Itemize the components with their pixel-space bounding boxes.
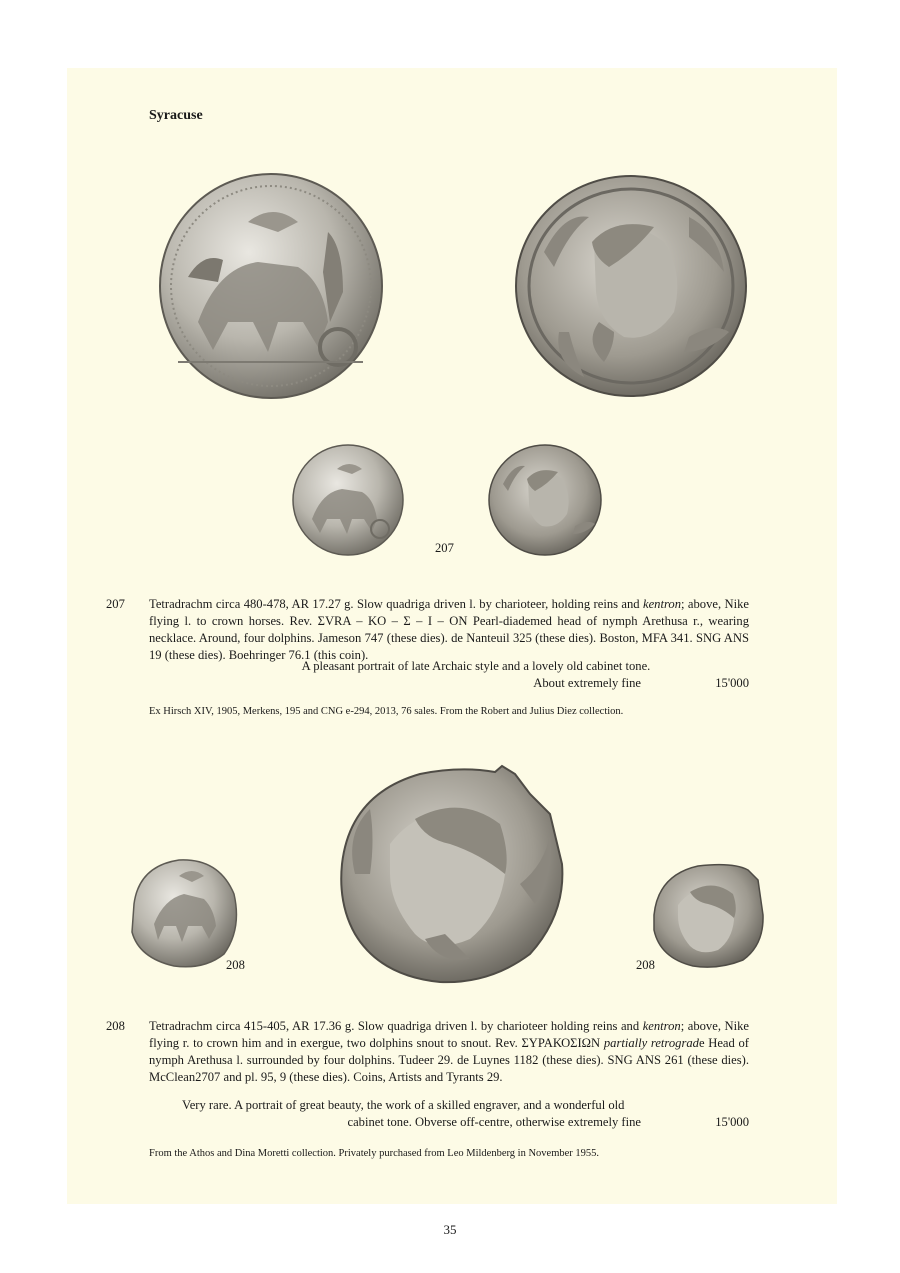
description-part: Tetradrachm circa 415-405, AR 17.36 g. Slow quadriga driven l. by charioteer holding reins and bbox=[149, 1019, 643, 1033]
coin-208-reverse-large bbox=[330, 764, 566, 986]
image-caption-208-left: 208 bbox=[226, 958, 245, 972]
lot-comment-207: A pleasant portrait of late Archaic style and a lovely old cabinet tone. bbox=[301, 659, 651, 673]
image-caption-207: 207 bbox=[435, 541, 454, 555]
description-part: e Head of nymph Arethusa l. surrounded by four dolphins. Tudeer 29. de Luynes 1182 (these dies). SNG ANS 261 (these dies). McClean2707 and pl. 95, 9 (these dies). Coins, Artists and Tyrants 29. bbox=[149, 1036, 750, 1084]
description-part-italic: partially retrograd bbox=[603, 1036, 699, 1050]
description-part: Tetradrachm circa 480-478, AR 17.27 g. Slow quadriga driven l. by charioteer, holding reins and bbox=[149, 597, 643, 611]
coin-207-reverse-small bbox=[488, 444, 602, 556]
description-part-italic: kentron bbox=[642, 1019, 681, 1033]
lot-price-207: 15'000 bbox=[715, 676, 749, 690]
coin-208-obverse bbox=[124, 854, 242, 970]
lot-provenance-207: Ex Hirsch XIV, 1905, Merkens, 195 and CNG e-294, 2013, 76 sales. From the Robert and Julius Diez collection. bbox=[149, 706, 624, 717]
image-caption-208-right: 208 bbox=[636, 958, 655, 972]
lot-grade-line-207 bbox=[149, 675, 749, 692]
page-number: 35 bbox=[443, 1222, 457, 1237]
lot-price-208: 15'000 bbox=[715, 1115, 749, 1129]
lot-provenance-208: From the Athos and Dina Moretti collection. Privately purchased from Leo Mildenberg in November 1955. bbox=[149, 1148, 600, 1159]
coin-207-obverse-small bbox=[292, 444, 404, 556]
section-title: Syracuse bbox=[149, 108, 203, 123]
lot-description-207 bbox=[149, 596, 749, 664]
description-part: ; above, Nike flying l. to crown horses. Rev. ΣVRA – KO – Σ – I – ON Pearl-diademed head of nymph Arethusa r., wearing necklace. Around, four dolphins. Jameson 747 (these dies). de Nanteuil 325 (these dies). Boston, MFA 341. SNG ANS 19 (these dies). Boehringer 76.1 (this coin). bbox=[149, 597, 749, 662]
coin-207-obverse-large bbox=[158, 172, 384, 400]
lot-number-207: 207 bbox=[106, 597, 125, 611]
coin-208-reverse-small bbox=[648, 860, 766, 970]
lot-grade-208: cabinet tone. Obverse off-centre, otherwise extremely fine bbox=[347, 1115, 641, 1129]
lot-number-208: 208 bbox=[106, 1019, 125, 1033]
description-part: ; above, Nike flying r. to crown him and in exergue, two dolphins snout to snout. Rev. ΣΥΡΑΚΟΣΙΩΝ bbox=[149, 1019, 749, 1050]
lot-comment-208: Very rare. A portrait of great beauty, the work of a skilled engraver, and a wonderful old bbox=[182, 1098, 625, 1112]
lot-grade-207: About extremely fine bbox=[533, 676, 641, 690]
coin-207-reverse-large bbox=[514, 172, 748, 400]
description-part-italic: kentron bbox=[643, 597, 682, 611]
lot-grade-line-208 bbox=[149, 1114, 749, 1131]
lot-description-208 bbox=[149, 1018, 749, 1086]
